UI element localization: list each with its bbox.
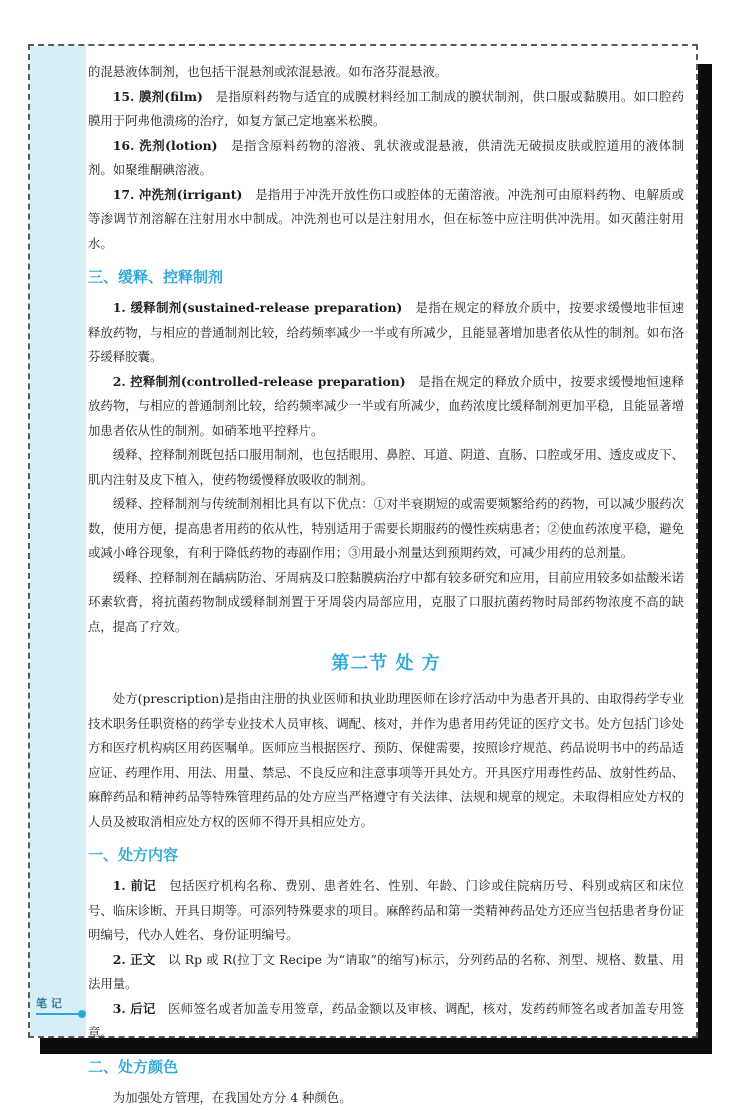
paragraph: 2. 正文 以 Rp 或 R(拉丁文 Recipe 为“请取”的缩写)标示，分列药品的名称、剂型、规格、数量、用法用量。	[88, 948, 684, 997]
paragraph: 的混悬液体制剂，也包括干混悬剂或浓混悬液。如布洛芬混悬液。	[88, 60, 684, 85]
term: 2. 正文	[113, 952, 156, 967]
page-content	[88, 60, 684, 1110]
paragraph: 处方(prescription)是指由注册的执业医师和执业助理医师在诊疗活动中为患者开具的、由取得药学专业技术职务任职资格的药学专业技术人员审核、调配、核对，并作为患者用药凭证的医疗文书。处方包括门诊处方和医疗机构病区用药医嘱单。医师应当根据医疗、预防、保健需要，按照诊疗规范、药品说明书中的药品适应证、药理作用、用法、用量、禁忌、不良反应和注意事项等开具处方。开具医疗用毒性药品、放射性药品、麻醉药品和精神药品等特殊管理药品的处方应当严格遵守有关法律、法规和规章的规定。未取得相应处方权的人员及被取消相应处方权的医师不得开具相应处方。	[88, 687, 684, 834]
chapter-section-title: 第二节 处 方	[88, 647, 684, 681]
paragraph: 1. 前记 包括医疗机构名称、费别、患者姓名、性别、年龄、门诊或住院病历号、科别或病区和床位号、临床诊断、开具日期等。可添列特殊要求的项目。麻醉药品和第一类精神药品处方还应当包括患者身份证明编号，代办人姓名、身份证明编号。	[88, 874, 684, 948]
term: 15. 膜剂(film)	[113, 89, 203, 104]
term: 2. 控释制剂(controlled-release preparation)	[113, 374, 406, 389]
paragraph: 3. 后记 医师签名或者加盖专用签章，药品金额以及审核、调配，核对，发药药师签名或者加盖专用签章。	[88, 997, 684, 1046]
paragraph: 1. 缓释制剂(sustained-release preparation) 是指在规定的释放介质中，按要求缓慢地非恒速释放药物，与相应的普通制剂比较，给药频率减少一半或有所减少，且能显著增加患者依从性的制剂。如布洛芬缓释胶囊。	[88, 296, 684, 370]
paragraph: 为加强处方管理，在我国处方分 4 种颜色。	[88, 1086, 684, 1110]
notes-marker	[36, 997, 96, 1017]
term: 1. 缓释制剂(sustained-release preparation)	[113, 300, 402, 315]
paragraph: 缓释、控释制剂既包括口服用制剂，也包括眼用、鼻腔、耳道、阴道、直肠、口腔或牙用、透皮或皮下、肌内注射及皮下植入，使药物缓慢释放吸收的制剂。	[88, 443, 684, 492]
paragraph: 缓释、控释制剂与传统制剂相比具有以下优点：①对半衰期短的或需要频繁给药的药物，可以减少服药次数，使用方便，提高患者用药的依从性，特别适用于需要长期服药的慢性疾病患者；②使血药浓度平稳，避免或减小峰谷现象，有利于降低药物的毒副作用；③用最小剂量达到预期药效，可减少用药的总剂量。	[88, 492, 684, 566]
paragraph: 16. 洗剂(lotion) 是指含原料药物的溶液、乳状液或混悬液，供清洗无破损皮肤或腔道用的液体制剂。如聚维酮碘溶液。	[88, 134, 684, 183]
section-heading: 三、缓释、控释制剂	[88, 262, 684, 292]
book-page	[28, 44, 698, 1038]
term: 16. 洗剂(lotion)	[113, 138, 218, 153]
paragraph: 17. 冲洗剂(irrigant) 是指用于冲洗开放性伤口或腔体的无菌溶液。冲洗剂可由原料药物、电解质或等渗调节剂溶解在注射用水中制成。冲洗剂也可以是注射用水，但在标签中应注明供冲洗用。如灭菌注射用水。	[88, 183, 684, 257]
term: 1. 前记	[113, 878, 157, 893]
section-heading: 二、处方颜色	[88, 1052, 684, 1082]
term: 17. 冲洗剂(irrigant)	[113, 187, 243, 202]
notes-line	[36, 1013, 80, 1015]
term: 3. 后记	[113, 1001, 156, 1016]
paragraph: 2. 控释制剂(controlled-release preparation) 是指在规定的释放介质中，按要求缓慢地恒速释放药物，与相应的普通制剂比较，给药频率减少一半或有所减少，血药浓度比缓释制剂更加平稳，且能显著增加患者依从性的制剂。如硝苯地平控释片。	[88, 370, 684, 444]
section-heading: 一、处方内容	[88, 840, 684, 870]
paragraph: 15. 膜剂(film) 是指原料药物与适宜的成膜材料经加工制成的膜状制剂，供口服或黏膜用。如口腔药膜用于阿弗他溃疡的治疗，如复方氯己定地塞米松膜。	[88, 85, 684, 134]
paragraph: 缓释、控释制剂在龋病防治、牙周病及口腔黏膜病治疗中都有较多研究和应用，目前应用较多如盐酸米诺环素软膏，将抗菌药物制成缓释制剂置于牙周袋内局部应用，克服了口服抗菌药物时局部药物浓度不高的缺点，提高了疗效。	[88, 566, 684, 640]
notes-dot	[78, 1010, 86, 1018]
notes-label: 笔 记	[36, 997, 62, 1011]
margin-strip	[30, 46, 86, 1036]
